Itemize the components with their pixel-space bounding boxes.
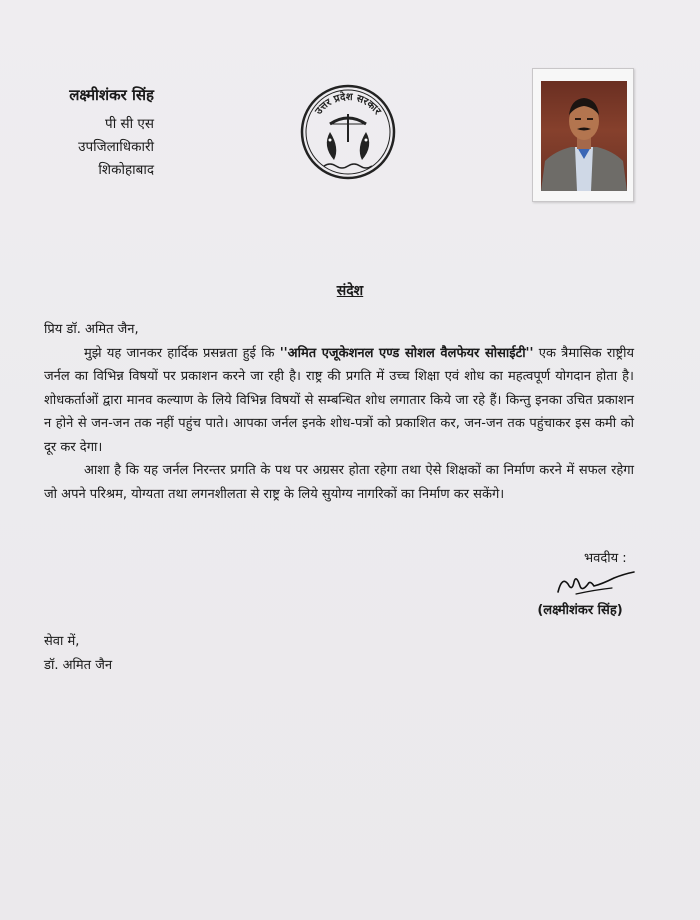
up-government-emblem-icon <box>300 84 396 180</box>
letter-heading: संदेश <box>336 283 364 299</box>
sender-service: पी सी एस <box>105 116 154 132</box>
signatory-name: (लक्ष्मीशंकर सिंह) <box>537 603 623 618</box>
sender-location: शिकोहाबाद <box>98 162 154 178</box>
recipient-salutation: सेवा में, <box>44 634 80 649</box>
closing-block <box>520 548 640 618</box>
paragraph-1 <box>44 342 634 460</box>
sender-block <box>42 84 154 182</box>
salutation: प्रिय डॉ. अमित जैन, <box>44 322 139 337</box>
emblem-text: उत्तर प्रदेश सरकार <box>313 91 383 117</box>
recipient-block <box>44 630 112 678</box>
portrait-photo-icon <box>541 81 627 191</box>
sender-name: लक्ष्मीशंकर सिंह <box>69 86 154 104</box>
organization-name: ''अमित एजूकेशनल एण्ड सोशल वैलफेयर सोसाईटी'' <box>279 345 534 361</box>
paragraph-1-rest: एक त्रैमासिक राष्ट्रीय जर्नल का विभिन्न विषयों पर प्रकाशन करने जा रही है। राष्ट्र की प्रगति में उच्च शिक्षा एवं शोध का महत्वपूर्ण योगदान होता है। शोधकर्ताओं द्वारा मानव कल्याण के लिये विभिन्न विषयों से सम्बन्धित शोध लगातार किये जा रहे हैं। किन्तु इनका उचित प्रकाशन न होने से जन-जन तक नहीं पहुंच पाते। आपका जर्नल इनके शोध-पत्रों को प्रकाशित कर, जन-जन तक पहुंचाकर इस कमी को दूर कर देगा। <box>44 345 635 455</box>
photo-frame <box>532 68 634 202</box>
letter-body <box>44 318 634 506</box>
recipient-name: डॉ. अमित जैन <box>44 658 113 673</box>
paragraph-1-intro: मुझे यह जानकर हार्दिक प्रसन्नता हुई कि <box>84 345 275 361</box>
sender-designation: उपजिलाधिकारी <box>78 139 154 155</box>
yours-faithfully: भवदीय : <box>584 551 627 566</box>
paragraph-2: आशा है कि यह जर्नल निरन्तर प्रगति के पथ पर अग्रसर होता रहेगा तथा ऐसे शिक्षकों का निर्माण करने में सफल रहेगा जो अपने परिश्रम, योग्यता तथा लगनशीलता से राष्ट्र के लिये सुयोग्य नागरिकों का निर्माण कर सकेंगे। <box>44 463 634 502</box>
handwritten-signature-icon <box>554 570 638 598</box>
